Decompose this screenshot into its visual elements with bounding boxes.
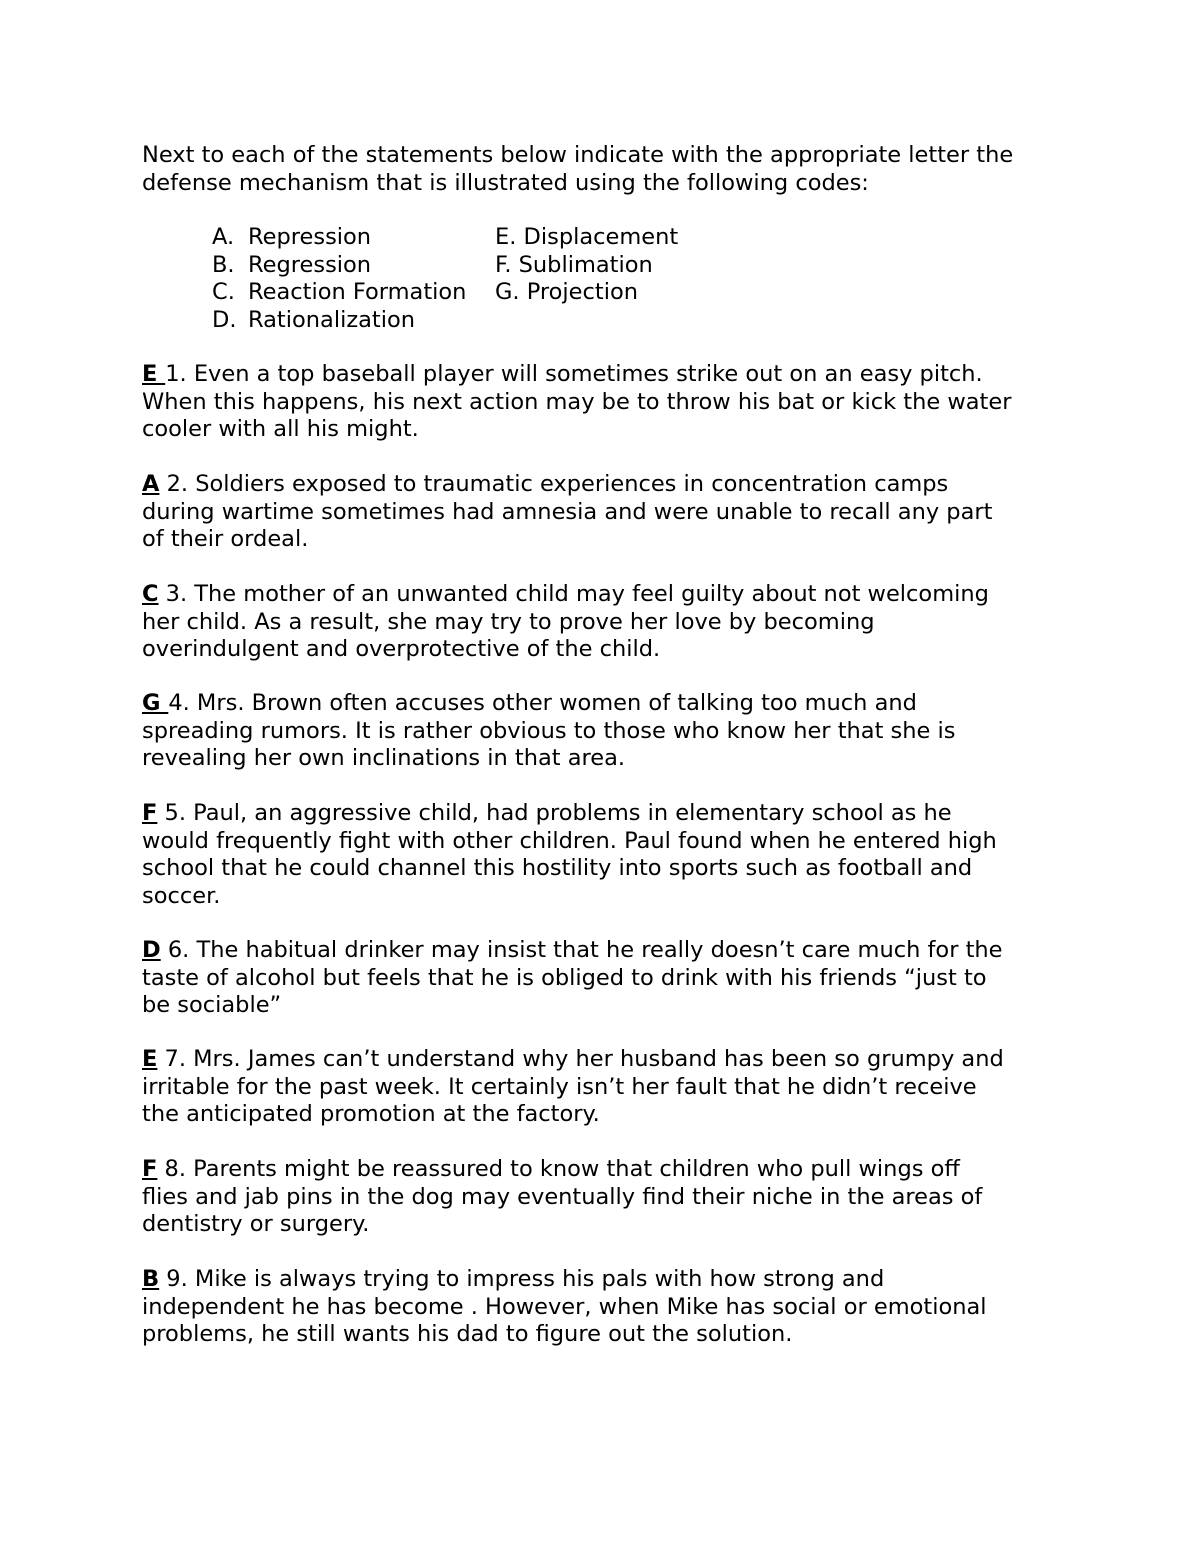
question-text: 2. Soldiers exposed to traumatic experiences in concentration camps during wartime sometimes had amnesia and were unable to recall any part of their ordeal. bbox=[142, 471, 993, 552]
code-letter: C. bbox=[212, 279, 235, 305]
answer-letter: B bbox=[142, 1266, 160, 1292]
codes-row bbox=[212, 224, 678, 252]
question-text: 8. Parents might be reassured to know that children who pull wings off flies and jab pins in the dog may eventually find their niche in the areas of dentistry or surgery. bbox=[142, 1156, 983, 1237]
question-1 bbox=[142, 361, 1072, 444]
code-letter: A. bbox=[212, 224, 235, 250]
answer-letter: E bbox=[142, 361, 166, 387]
answer-letter: G bbox=[142, 690, 169, 716]
code-name: Reaction Formation bbox=[248, 279, 467, 305]
code-letter: D. bbox=[212, 306, 237, 333]
question-text: 3. The mother of an unwanted child may feel guilty about not welcoming her child. As a result, she may try to prove her love by becoming overindulgent and overprotective of the child. bbox=[142, 581, 989, 662]
code-name: Repression bbox=[248, 224, 372, 250]
codes-row bbox=[212, 279, 678, 307]
code-right: G. Projection bbox=[495, 279, 638, 305]
codes-list bbox=[212, 224, 678, 334]
answer-letter: D bbox=[142, 937, 161, 963]
codes-row bbox=[212, 307, 678, 335]
question-9 bbox=[142, 1266, 1072, 1349]
question-text: 7. Mrs. James can’t understand why her husband has been so grumpy and irritable for the past week. It certainly isn’t her fault that he didn’t receive the anticipated promotion at the factory. bbox=[142, 1046, 1004, 1127]
answer-letter: F bbox=[142, 1156, 158, 1182]
question-text: 1. Even a top baseball player will sometimes strike out on an easy pitch. When this happens, his next action may be to throw his bat or kick the water cooler with all his might. bbox=[142, 361, 1012, 442]
question-5 bbox=[142, 800, 1072, 910]
question-3 bbox=[142, 581, 1072, 664]
question-8 bbox=[142, 1156, 1072, 1239]
code-letter: B. bbox=[212, 251, 235, 278]
answer-letter: E bbox=[142, 1046, 158, 1072]
code-right: F. Sublimation bbox=[495, 251, 653, 278]
question-7 bbox=[142, 1046, 1072, 1129]
question-text: 5. Paul, an aggressive child, had problems in elementary school as he would frequently fight with other children. Paul found when he entered high school that he could channel this hostility into sports such as football and soccer. bbox=[142, 800, 997, 909]
code-name: Rationalization bbox=[248, 306, 416, 333]
code-right: E. Displacement bbox=[495, 224, 679, 250]
question-text: 9. Mike is always trying to impress his pals with how strong and independent he has become . However, when Mike has social or emotional problems, he still wants his dad to figure out the solution. bbox=[142, 1266, 987, 1347]
question-2 bbox=[142, 471, 1072, 554]
answer-letter: A bbox=[142, 471, 160, 497]
answer-letter: C bbox=[142, 581, 159, 607]
question-text: 4. Mrs. Brown often accuses other women of talking too much and spreading rumors. It is rather obvious to those who know her that she is revealing her own inclinations in that area. bbox=[142, 690, 956, 771]
question-text: 6. The habitual drinker may insist that he really doesn’t care much for the taste of alcohol but feels that he is obliged to drink with his friends “just to be sociable” bbox=[142, 937, 1003, 1018]
instructions: Next to each of the statements below indicate with the appropriate letter the defense mechanism that is illustrated using the following codes: bbox=[142, 142, 1014, 196]
answer-letter: F bbox=[142, 800, 158, 826]
code-name: Regression bbox=[248, 251, 372, 278]
question-4 bbox=[142, 690, 1072, 773]
question-6 bbox=[142, 937, 1072, 1020]
codes-row bbox=[212, 252, 678, 280]
